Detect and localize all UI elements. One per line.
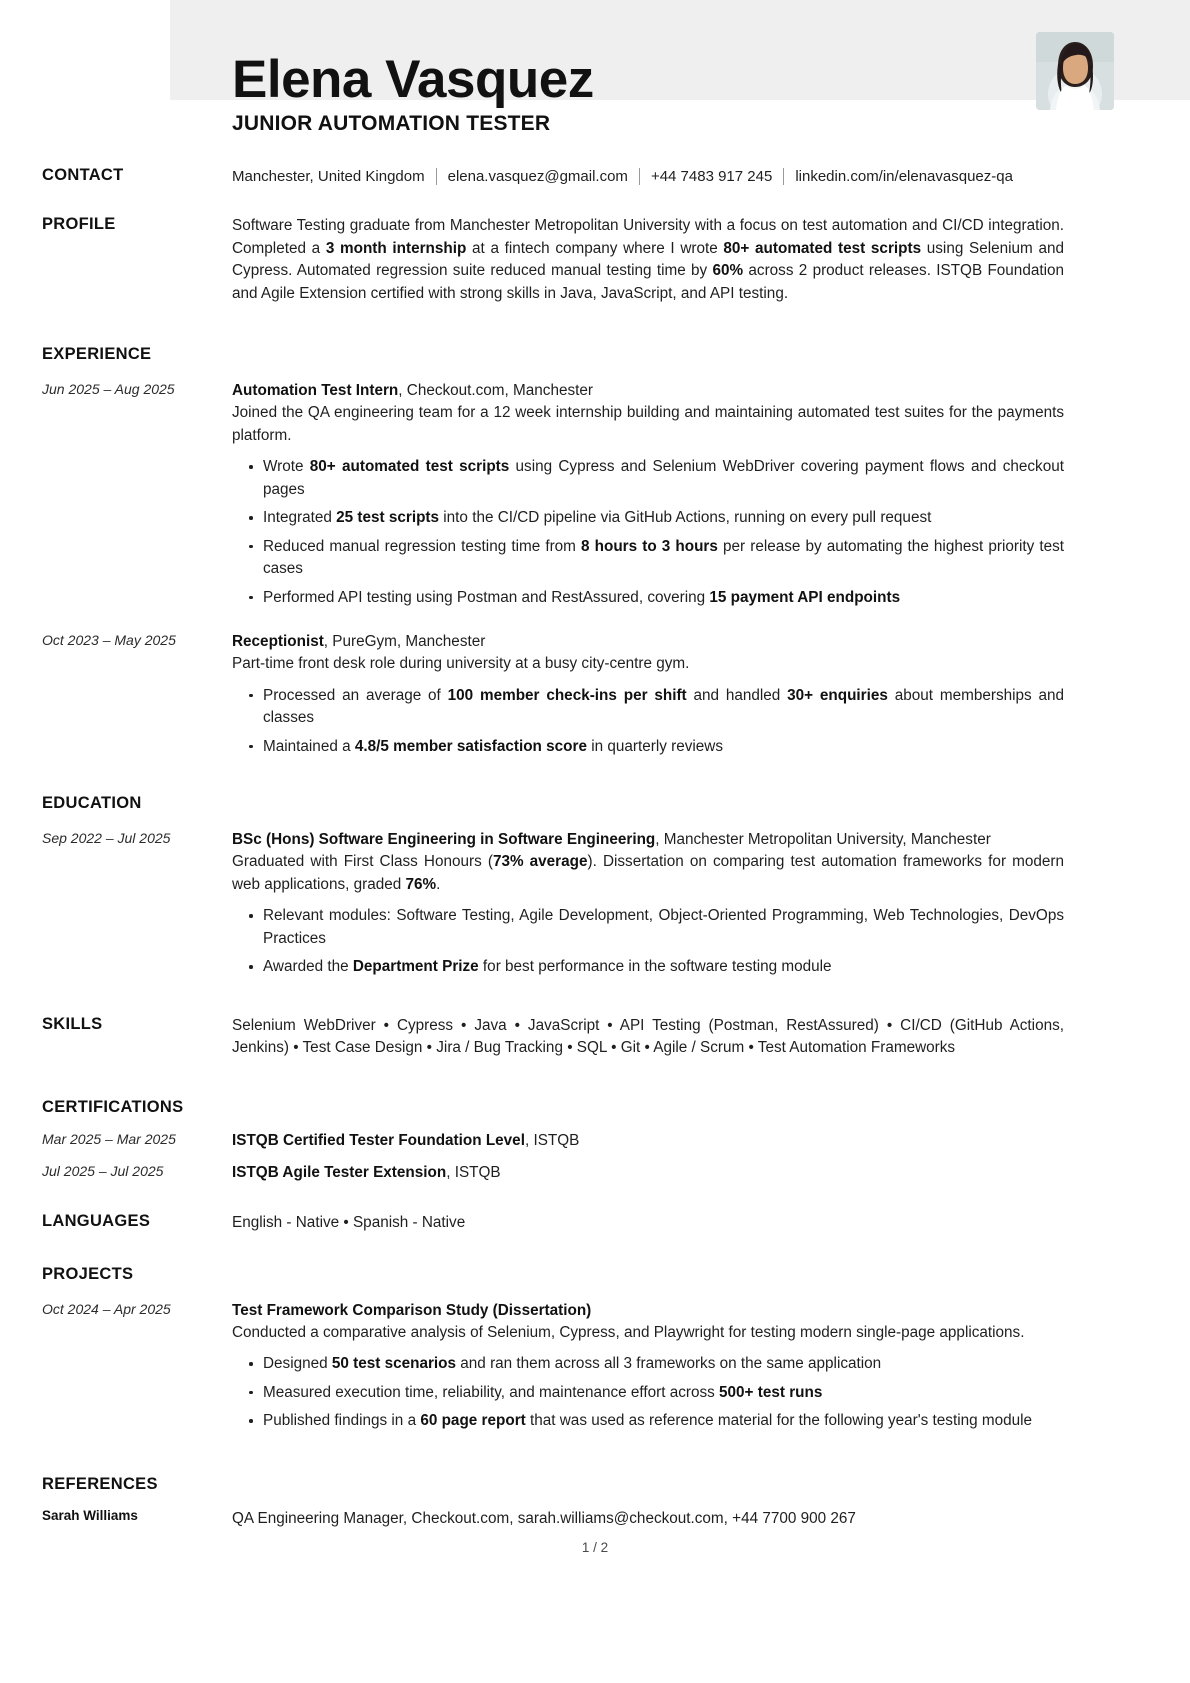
education-entry <box>42 829 1064 979</box>
profile-text: Software Testing graduate from Manchester Metropolitan University with a focus on test automation and CI/CD integration. Completed a 3 month internship at a fintech company where I wrote 80+ automated test scripts using Selenium and Cypress. Automated regression suite reduced manual testing time by 60% across 2 product releases. ISTQB Foundation and Agile Extension certified with strong skills in Java, JavaScript, and API testing. <box>232 217 1064 302</box>
avatar <box>1036 32 1114 110</box>
certifications-heading-row <box>42 1098 1064 1117</box>
section-title-skills: SKILLS <box>42 1014 103 1033</box>
certification-name: ISTQB Certified Tester Foundation Level <box>232 1131 525 1149</box>
contact-email[interactable]: elena.vasquez@gmail.com <box>447 168 628 186</box>
project-head <box>232 1300 1064 1322</box>
experience-entry <box>42 631 1064 758</box>
education-entry-summary: Graduated with First Class Honours (73% average). Dissertation on comparing test automation frameworks for modern web applications, graded 76%. <box>232 853 1065 893</box>
job-title: JUNIOR AUTOMATION TESTER <box>232 112 551 136</box>
education-heading-row <box>42 794 1064 813</box>
list-item: Awarded the Department Prize for best performance in the software testing module <box>263 956 1064 978</box>
profile-label-col <box>42 215 232 234</box>
project-name: Test Framework Comparison Study (Dissertation) <box>232 1301 592 1319</box>
projects-heading-row <box>42 1265 1064 1284</box>
experience-entry-date-col <box>42 631 232 650</box>
certification-issuer: , ISTQB <box>524 1131 580 1149</box>
profile-body-col <box>232 215 1064 305</box>
project-bullet-list <box>232 1353 1064 1432</box>
languages-body-col <box>232 1212 1064 1234</box>
contact-linkedin[interactable]: linkedin.com/in/elenavasquez-qa <box>795 168 1013 186</box>
certification-issuer: , ISTQB <box>446 1163 501 1181</box>
contact-section <box>42 166 1064 187</box>
skills-body-col <box>232 1015 1064 1060</box>
contact-body-col <box>232 166 1064 187</box>
avatar-photo-icon <box>1036 32 1114 110</box>
section-title-certifications: CERTIFICATIONS <box>42 1097 184 1116</box>
section-title-education: EDUCATION <box>42 794 142 813</box>
date-range: Mar 2025 – Mar 2025 <box>42 1130 176 1147</box>
page-indicator: 1 / 2 <box>581 1540 609 1555</box>
reference-name-col <box>42 1508 232 1523</box>
list-item: Processed an average of 100 member check-ins per shift and handled 30+ enquiries about memberships and classes <box>263 685 1064 730</box>
references-heading-row <box>42 1475 1064 1494</box>
project-summary: Conducted a comparative analysis of Selenium, Cypress, and Playwright for testing modern single-page applications. <box>232 1323 1025 1341</box>
degree-name: BSc (Hons) Software Engineering in Software Engineering <box>232 831 656 849</box>
section-title-profile: PROFILE <box>42 215 116 234</box>
certification-head <box>232 1130 1064 1152</box>
contact-separator-icon <box>639 168 640 185</box>
certification-entry <box>42 1130 1064 1152</box>
certification-date-col <box>42 1162 232 1181</box>
list-item: Performed API testing using Postman and RestAssured, covering 15 payment API endpoints <box>263 587 1064 609</box>
education-entry-body <box>232 829 1064 979</box>
certification-date-col <box>42 1130 232 1149</box>
contact-line <box>232 166 1064 187</box>
job-role: Receptionist <box>232 633 324 651</box>
contact-location: Manchester, United Kingdom <box>232 168 425 186</box>
list-item: Published findings in a 60 page report that was used as reference material for the following year's testing module <box>263 1410 1064 1432</box>
section-title-contact: CONTACT <box>42 166 124 185</box>
education-label-col <box>42 794 232 813</box>
reference-entry <box>42 1508 1064 1530</box>
education-entry-date-col <box>42 829 232 848</box>
experience-entry-head <box>232 631 1064 653</box>
project-entry <box>42 1300 1064 1433</box>
skills-label-col <box>42 1015 232 1034</box>
experience-entry-body <box>232 380 1064 609</box>
date-range: Oct 2023 – May 2025 <box>42 632 176 649</box>
experience-heading-row <box>42 345 1064 364</box>
experience-bullet-list <box>232 685 1064 758</box>
experience-entry-body <box>232 631 1064 758</box>
project-date-col <box>42 1300 232 1319</box>
list-item: Integrated 25 test scripts into the CI/CD pipeline via GitHub Actions, running on every pull request <box>263 507 1064 529</box>
certification-name: ISTQB Agile Tester Extension <box>232 1163 447 1181</box>
languages-list: English - Native • Spanish - Native <box>232 1214 466 1232</box>
date-range: Oct 2024 – Apr 2025 <box>42 1300 171 1317</box>
page-title: Elena Vasquez <box>232 50 594 109</box>
reference-detail: QA Engineering Manager, Checkout.com, sarah.williams@checkout.com, +44 7700 900 267 <box>232 1509 856 1527</box>
section-title-experience: EXPERIENCE <box>42 345 152 364</box>
contact-separator-icon <box>436 168 437 185</box>
languages-label-col <box>42 1212 232 1231</box>
experience-entry <box>42 380 1064 609</box>
certification-head <box>232 1162 1064 1184</box>
education-bullet-list <box>232 905 1064 978</box>
experience-entry-summary: Joined the QA engineering team for a 12 week internship building and maintaining automated test suites for the payments platform. <box>232 404 1064 444</box>
certification-body <box>232 1162 1064 1184</box>
list-item: Wrote 80+ automated test scripts using Cypress and Selenium WebDriver covering payment flows and checkout pages <box>263 456 1064 501</box>
date-range: Jul 2025 – Jul 2025 <box>42 1162 164 1179</box>
section-title-languages: LANGUAGES <box>42 1212 151 1231</box>
projects-label-col <box>42 1265 232 1284</box>
skills-section <box>42 1015 1064 1060</box>
institution-name: , Manchester Metropolitan University, Manchester <box>655 831 991 849</box>
references-label-col <box>42 1475 232 1494</box>
section-title-references: REFERENCES <box>42 1474 158 1493</box>
list-item: Measured execution time, reliability, and maintenance effort across 500+ test runs <box>263 1382 1064 1404</box>
job-role: Automation Test Intern <box>232 382 399 400</box>
project-body <box>232 1300 1064 1433</box>
languages-section <box>42 1212 1064 1234</box>
contact-label-col <box>42 166 232 185</box>
certification-body <box>232 1130 1064 1152</box>
list-item: Maintained a 4.8/5 member satisfaction score in quarterly reviews <box>263 736 1064 758</box>
list-item: Reduced manual regression testing time from 8 hours to 3 hours per release by automating the highest priority test cases <box>263 536 1064 581</box>
experience-entry-head <box>232 380 1064 402</box>
job-company: , Checkout.com, Manchester <box>398 382 593 400</box>
experience-entry-date-col <box>42 380 232 399</box>
certification-entry <box>42 1162 1064 1184</box>
certifications-label-col <box>42 1098 232 1117</box>
reference-detail-col <box>232 1508 1064 1530</box>
reference-name: Sarah Williams <box>42 1507 138 1523</box>
date-range: Jun 2025 – Aug 2025 <box>42 381 175 398</box>
profile-section <box>42 215 1064 305</box>
resume-header <box>42 0 1064 136</box>
experience-label-col <box>42 345 232 364</box>
section-title-projects: PROJECTS <box>42 1264 134 1283</box>
list-item: Designed 50 test scenarios and ran them across all 3 frameworks on the same application <box>263 1353 1064 1375</box>
date-range: Sep 2022 – Jul 2025 <box>42 830 171 847</box>
education-entry-head <box>232 829 1064 851</box>
contact-phone[interactable]: +44 7483 917 245 <box>650 168 773 186</box>
experience-bullet-list <box>232 456 1064 609</box>
contact-separator-icon <box>783 168 784 185</box>
page-footer <box>0 1540 1190 1555</box>
experience-entry-summary: Part-time front desk role during university at a busy city-centre gym. <box>232 655 690 673</box>
job-company: , PureGym, Manchester <box>323 633 486 651</box>
skills-list: Selenium WebDriver • Cypress • Java • JavaScript • API Testing (Postman, RestAssured) • CI/CD (GitHub Actions, Jenkins) • Test Case Design • Jira / Bug Tracking • SQL • Git • Agile / Scrum • Test Automation Frameworks <box>232 1016 1064 1057</box>
list-item: Relevant modules: Software Testing, Agile Development, Object-Oriented Programming, Web Technologies, DevOps Practices <box>263 905 1064 950</box>
